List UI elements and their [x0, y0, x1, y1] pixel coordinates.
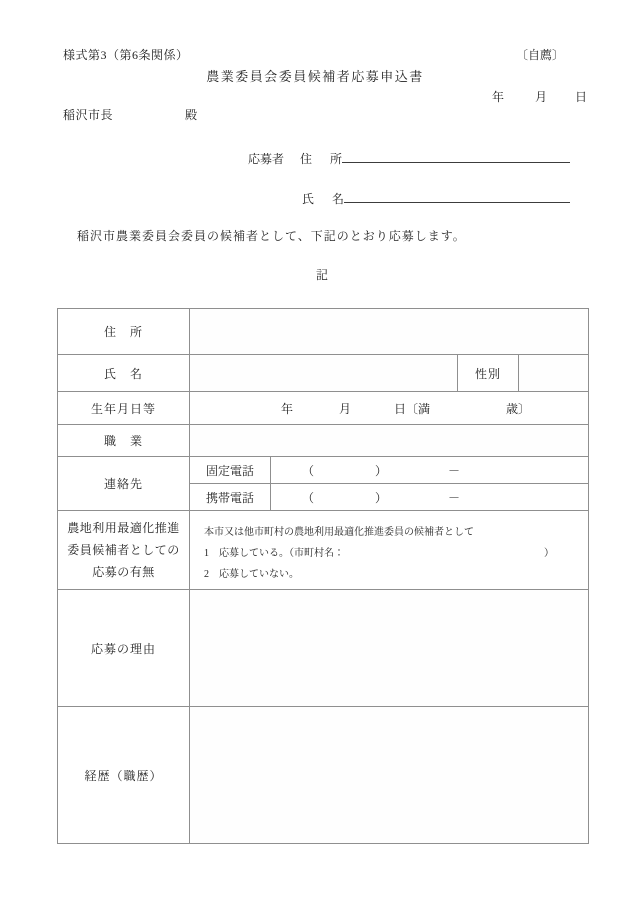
- self-recommendation-label: 〔自薦〕: [516, 48, 565, 62]
- reason-label-cell: 応募の理由: [58, 590, 190, 707]
- mobile-phone-label-cell: 携帯電話: [190, 484, 271, 511]
- applicant-address-line: [248, 149, 570, 167]
- row-phone-fixed: [58, 457, 589, 484]
- address-char-2: 所: [330, 152, 343, 166]
- date-line: [492, 88, 587, 105]
- date-month-label: 月: [535, 90, 548, 104]
- fixed-phone-paren-close: ）: [375, 463, 388, 478]
- address-label-cell: 住 所: [58, 309, 190, 355]
- applicant-label: 応募者: [248, 152, 285, 166]
- birth-year-label: 年: [281, 401, 294, 416]
- name-char-2: 名: [332, 192, 345, 206]
- mobile-phone-paren-close: ）: [375, 490, 388, 505]
- row-name: [58, 355, 589, 392]
- occupation-value-cell: [190, 425, 589, 457]
- address-value-cell: [190, 309, 589, 355]
- birth-month-label: 月: [339, 401, 352, 416]
- applicant-name-underline: [344, 189, 570, 203]
- applicant-address-underline: [342, 149, 570, 163]
- birth-day-age-open: 日〔満: [394, 401, 431, 416]
- date-year-label: 年: [492, 90, 505, 104]
- name-label-cell: 氏 名: [58, 355, 190, 392]
- optimization-label-line1: 農地利用最適化推進: [67, 521, 180, 535]
- application-form-table: [57, 308, 589, 844]
- birth-age-close: 歳〕: [506, 401, 531, 416]
- gender-label-cell: 性別: [458, 355, 519, 392]
- addressee-honorific: 殿: [185, 108, 198, 122]
- fixed-phone-paren-open: （: [302, 463, 315, 478]
- fixed-phone-dash: －: [448, 463, 461, 478]
- reason-value-cell: [190, 590, 589, 707]
- fixed-phone-label-cell: 固定電話: [190, 457, 271, 484]
- name-char-1: 氏: [302, 192, 315, 206]
- optimization-label-line2: 委員候補者としての: [67, 543, 180, 557]
- row-reason: [58, 590, 589, 707]
- optimization-option-2: 2 応募していない。: [204, 569, 299, 580]
- mobile-phone-paren-open: （: [302, 490, 315, 505]
- row-optimization: [58, 511, 589, 590]
- row-occupation: [58, 425, 589, 457]
- optimization-label-cell: [58, 511, 190, 590]
- applicant-name-line: [302, 189, 570, 207]
- date-day-label: 日: [575, 90, 588, 104]
- row-birthdate: [58, 392, 589, 425]
- application-statement: 稲沢市農業委員会委員の候補者として、下記のとおり応募します。: [77, 229, 466, 243]
- fixed-phone-value-cell: [271, 457, 589, 484]
- gender-value-cell: [519, 355, 589, 392]
- optimization-option-1-close-paren: ）: [544, 548, 554, 559]
- address-char-1: 住: [300, 152, 313, 166]
- occupation-label-cell: 職 業: [58, 425, 190, 457]
- row-career: [58, 707, 589, 844]
- name-value-cell: [190, 355, 458, 392]
- optimization-option-1: [204, 543, 588, 564]
- page-title: 農業委員会委員候補者応募申込書: [206, 69, 424, 84]
- addressee-line: [63, 106, 198, 123]
- ki-marker: 記: [315, 268, 329, 282]
- mobile-phone-value-cell: [271, 484, 589, 511]
- mobile-phone-dash: －: [448, 490, 461, 505]
- optimization-intro: 本市又は他市町村の農地利用最適化推進委員の候補者として: [204, 527, 474, 538]
- contact-label-cell: 連絡先: [58, 457, 190, 511]
- career-label-cell: 経歴（職歴）: [58, 707, 190, 844]
- row-address: [58, 309, 589, 355]
- birthdate-label-cell: 生年月日等: [58, 392, 190, 425]
- career-value-cell: [190, 707, 589, 844]
- optimization-label-line3: 応募の有無: [92, 565, 155, 579]
- addressee-name: 稲沢市長: [63, 108, 114, 122]
- optimization-option-1-text: 1 応募している。（市町村名：: [204, 548, 344, 559]
- form-number: 様式第3（第6条関係）: [63, 48, 189, 62]
- optimization-value-cell: [190, 511, 589, 590]
- birthdate-value-cell: [190, 392, 589, 425]
